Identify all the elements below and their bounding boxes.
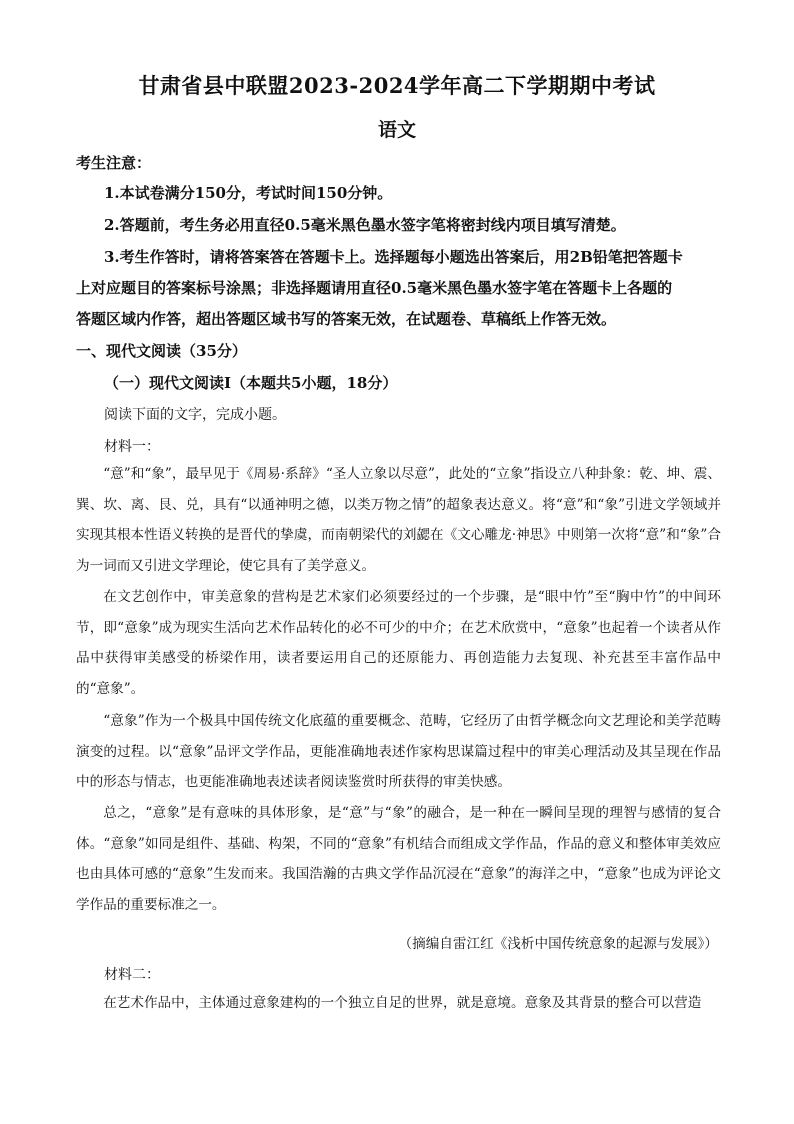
material-1-label: 材料一： bbox=[104, 439, 160, 455]
notice-item-3-line-1: 3.考生作答时，请将答案答在答题卡上。选择题每小题选出答案后，用2B铅笔把答题卡 bbox=[104, 248, 683, 266]
material-2-label: 材料二： bbox=[104, 967, 160, 983]
reading-instruction: 阅读下面的文字，完成小题。 bbox=[104, 407, 286, 423]
material-1-source: （摘编自雷江红《浅析中国传统意象的起源与发展》） bbox=[398, 936, 718, 952]
section-heading: 一、现代文阅读（35分） bbox=[76, 342, 247, 360]
material-2-paragraph-1: 在艺术作品中，主体通过意象建构的一个独立自足的世界，就是意境。意象及其背景的整合可以营造 bbox=[103, 995, 702, 1011]
subject-title: 语文 bbox=[377, 119, 416, 141]
material-1-paragraph-2: 在文艺创作中，审美意象的营构是艺术家们必须要经过的一个步骤，是“眼中竹”至“胸中竹”的中间环节，即“意象”成为现实生活向艺术作品转化的必不可少的中介；在艺术欣赏中，“意象”也起着一个读者从作品中获得审美感受的桥梁作用，读者要运用自己的还原能力、再创造能力去复现、补充甚至丰富作品中的“意象”。 bbox=[76, 589, 721, 697]
notice-item-3-line-3: 答题区域内作答，超出答题区域书写的答案无效，在试题卷、草稿纸上作答无效。 bbox=[76, 310, 617, 328]
material-1-paragraph-3: “意象”作为一个极具中国传统文化底蕴的重要概念、范畴，它经历了由哲学概念向文艺理论和美学范畴演变的过程。以“意象”品评文学作品，更能准确地表述作家构思谋篇过程中的审美心理活动及其呈现在作品中的形态与情志，也更能准确地表述读者阅读鉴赏时所获得的审美快感。 bbox=[76, 713, 721, 790]
subsection-heading: （一）现代文阅读Ⅰ（本题共5小题，18分） bbox=[104, 374, 398, 392]
notice-heading: 考生注意： bbox=[76, 154, 152, 172]
notice-item-3-line-2: 上对应题目的答案标号涂黑；非选择题请用直径0.5毫米黑色墨水签字笔在答题卡上各题的 bbox=[76, 279, 673, 297]
material-1-paragraph-4: 总之，“意象”是有意味的具体形象，是“意”与“象”的融合，是一种在一瞬间呈现的理智与感情的复合体。“意象”如同是组件、基础、构架，不同的“意象”有机结合而组成文学作品，作品的意义和整体审美效应也由具体可感的“意象”生发而来。我国浩瀚的古典文学作品沉浸在“意象”的海洋之中，“意象”也成为评论文学作品的重要标准之一。 bbox=[76, 805, 721, 913]
notice-item-2: 2.答题前，考生务必用直径0.5毫米黑色墨水签字笔将密封线内项目填写清楚。 bbox=[104, 216, 626, 234]
material-1-paragraph-1: “意”和“象”，最早见于《周易·系辞》“圣人立象以尽意”，此处的“立象”指设立八种卦象：乾、坤、震、巽、坎、离、艮、兑，具有“以通神明之德，以类万物之情”的超象表达意义。将“意”和“象”引进文学领域并实现其根本性语义转换的是晋代的挚虞，而南朝梁代的刘勰在《文心雕龙·神思》中则第一次将“意”和“象”合为一词而又引进文学理论，使它具有了美学意义。 bbox=[76, 466, 721, 574]
notice-item-1: 1.本试卷满分150分，考试时间150分钟。 bbox=[104, 184, 393, 202]
exam-title: 甘肃省县中联盟2023-2024学年高二下学期期中考试 bbox=[138, 73, 656, 98]
